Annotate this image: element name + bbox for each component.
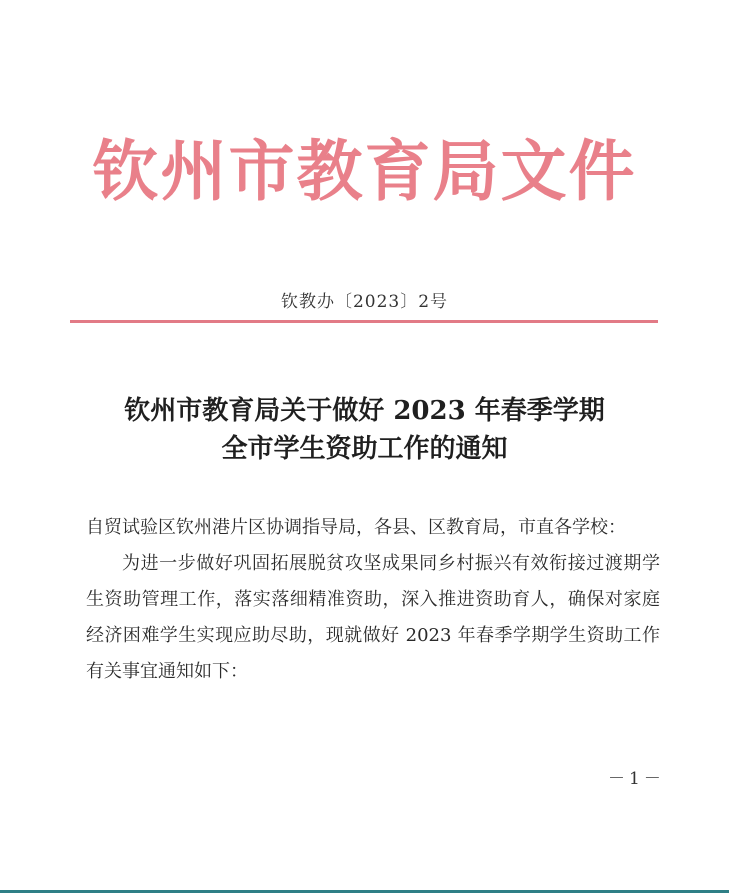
document-number: 钦教办〔2023〕2号 — [280, 292, 449, 312]
recipients-line: 自贸试验区钦州港片区协调指导局，各县、区教育局，市直各学校： — [86, 517, 626, 538]
document-masthead: 钦州市教育局文件 — [92, 132, 637, 210]
title-line-1: 钦州市教育局关于做好 2023 年春季学期 — [124, 396, 605, 426]
document-title — [0, 392, 729, 468]
page-number: －1－ — [608, 769, 665, 789]
title-line-2: 全市学生资助工作的通知 — [221, 434, 508, 464]
red-divider-line — [70, 320, 658, 323]
body-paragraph: 为进一步做好巩固拓展脱贫攻坚成果同乡村振兴有效衔接过渡期学生资助管理工作，落实落细精准资助，深入推进资助育人，确保对家庭经济困难学生实现应助尽助，现就做好 2023 年春季学期学生资助工作有关事宜通知如下： — [86, 553, 660, 682]
document-body — [86, 510, 660, 690]
